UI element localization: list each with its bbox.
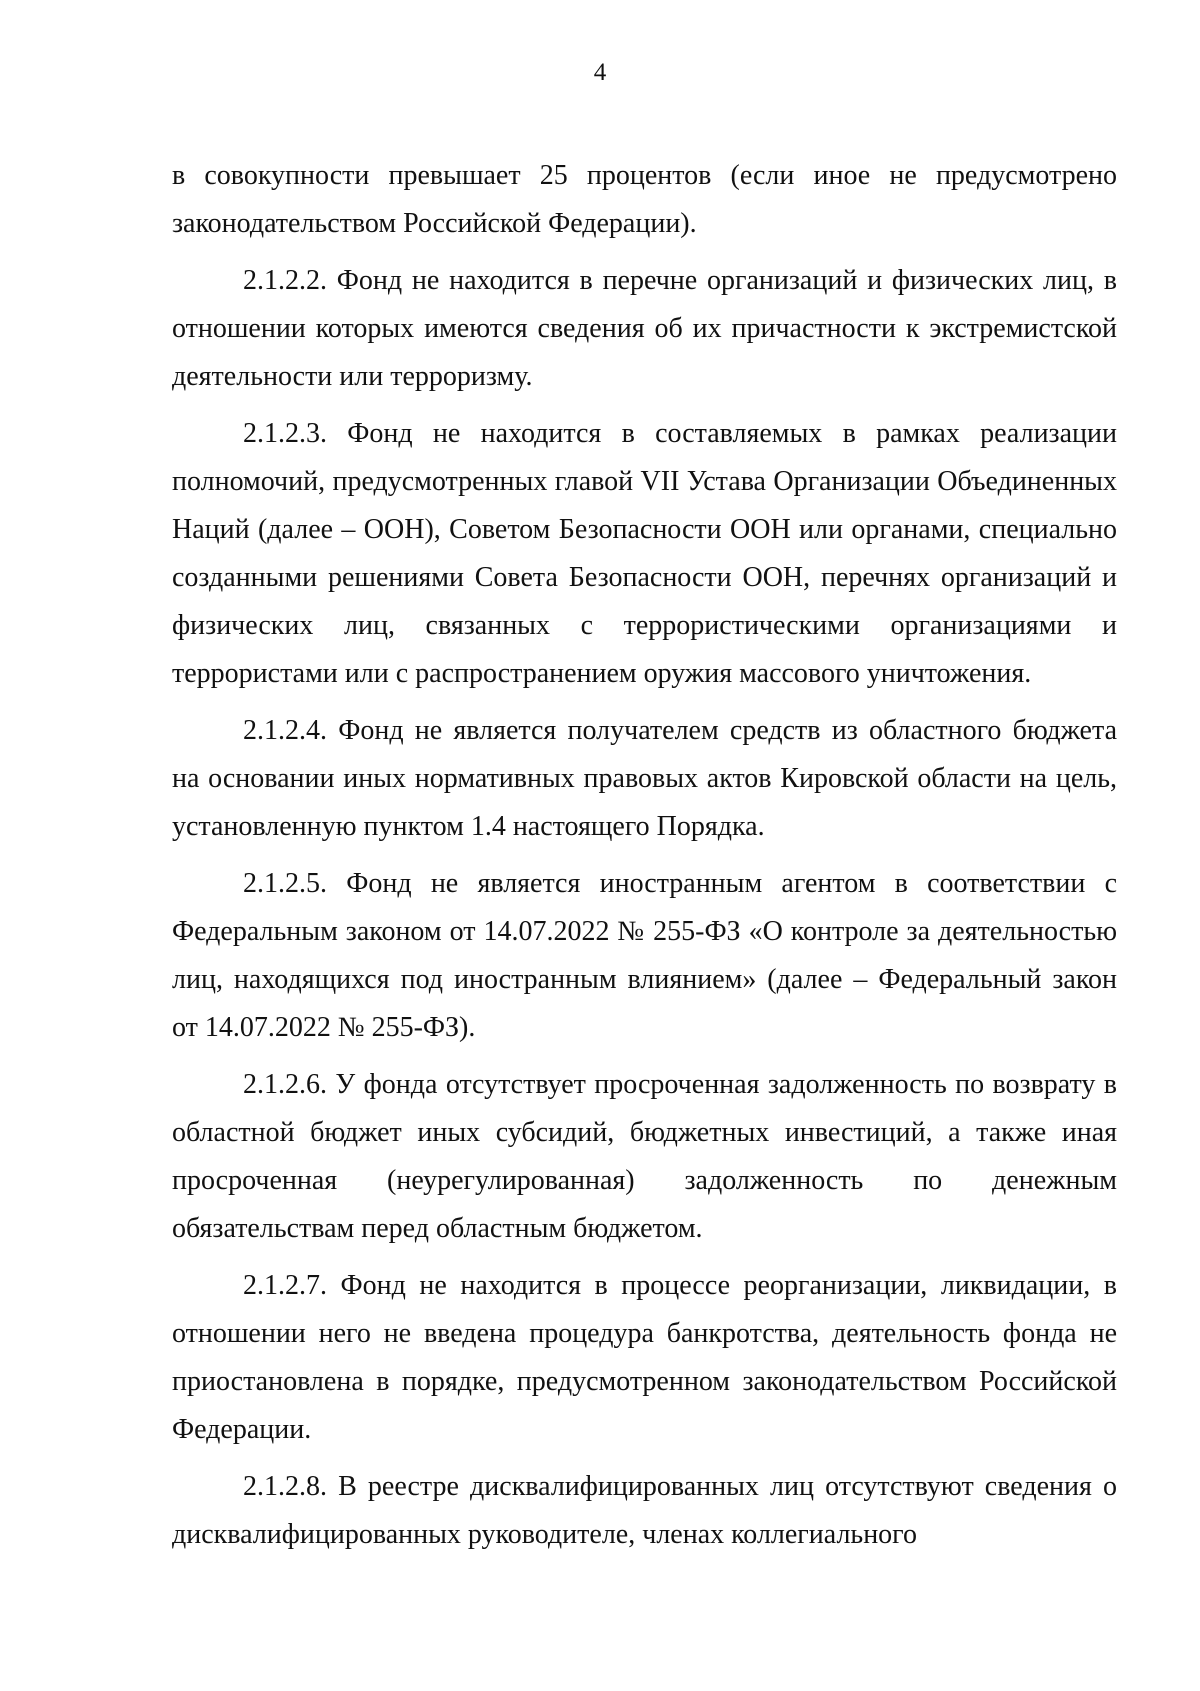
paragraph-continuation: в совокупности превышает 25 процентов (если иное не предусмотрено законодательством Российской Федерации). xyxy=(172,160,1117,239)
page-number: 4 xyxy=(593,59,607,86)
paragraph-2-1-2-7: 2.1.2.7. Фонд не находится в процессе реорганизации, ликвидации, в отношении него не введена процедура банкротства, деятельность фонда не приостановлена в порядке, предусмотренном законодательством Российской Федерации. xyxy=(172,1270,1117,1445)
paragraph-2-1-2-6: 2.1.2.6. У фонда отсутствует просроченная задолженность по возврату в областной бюджет иных субсидий, бюджетных инвестиций, а также иная просроченная (неурегулированная) задолженность по денежным обязательствам перед областным бюджетом. xyxy=(172,1069,1117,1244)
paragraph-2-1-2-5: 2.1.2.5. Фонд не является иностранным агентом в соответствии с Федеральным законом от 14.07.2022 № 255-ФЗ «О контроле за деятельностью лиц, находящихся под иностранным влиянием» (далее – Федеральный закон от 14.07.2022 № 255-ФЗ). xyxy=(172,868,1117,1043)
paragraph-2-1-2-2: 2.1.2.2. Фонд не находится в перечне организаций и физических лиц, в отношении которых имеются сведения об их причастности к экстремистской деятельности или терроризму. xyxy=(172,265,1117,392)
document-body xyxy=(172,152,1117,1568)
paragraph-2-1-2-8: 2.1.2.8. В реестре дисквалифицированных лиц отсутствуют сведения о дисквалифицированных руководителе, членах коллегиального xyxy=(172,1471,1117,1550)
paragraph-2-1-2-3: 2.1.2.3. Фонд не находится в составляемых в рамках реализации полномочий, предусмотренных главой VII Устава Организации Объединенных Наций (далее – ООН), Советом Безопасности ООН или органами, специально созданными решениями Совета Безопасности ООН, перечнях организаций и физических лиц, связанных с террористическими организациями и террористами или с распространением оружия массового уничтожения. xyxy=(172,418,1117,689)
paragraph-2-1-2-4: 2.1.2.4. Фонд не является получателем средств из областного бюджета на основании иных нормативных правовых актов Кировской области на цель, установленную пунктом 1.4 настоящего Порядка. xyxy=(172,715,1117,842)
